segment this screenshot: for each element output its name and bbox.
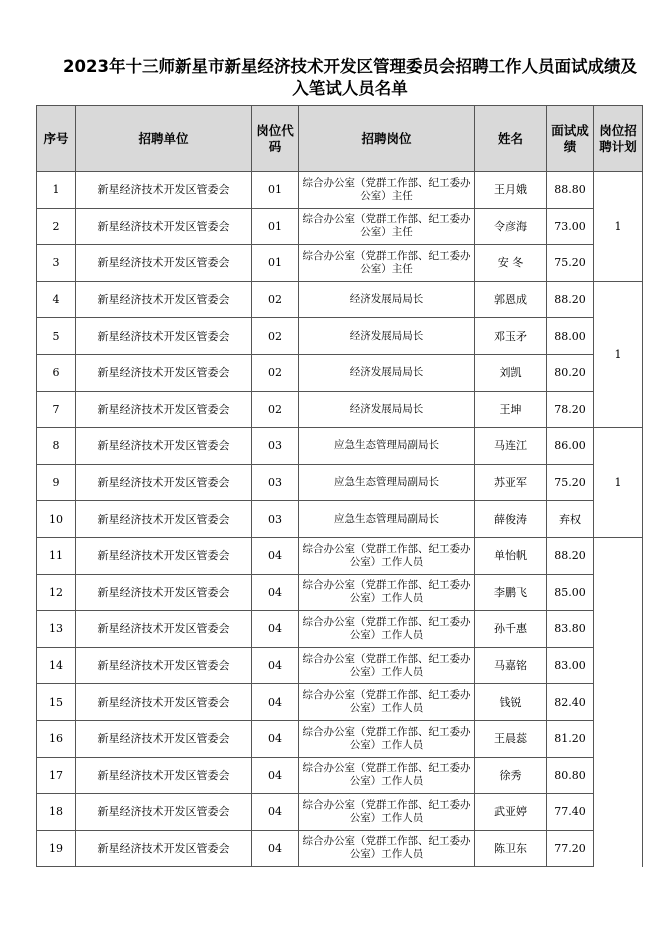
cell-index: 17 bbox=[37, 757, 76, 794]
table-row bbox=[37, 391, 643, 428]
table-row bbox=[37, 428, 643, 465]
table-row bbox=[37, 611, 643, 648]
cell-unit: 新星经济技术开发区管委会 bbox=[76, 757, 252, 794]
table-row bbox=[37, 647, 643, 684]
cell-unit: 新星经济技术开发区管委会 bbox=[76, 720, 252, 757]
cell-name: 刘凯 bbox=[475, 354, 547, 391]
cell-name: 令彦海 bbox=[475, 208, 547, 245]
table-row bbox=[37, 684, 643, 721]
cell-post: 综合办公室（党群工作部、纪工委办公室）工作人员 bbox=[299, 611, 475, 648]
cell-index: 13 bbox=[37, 611, 76, 648]
cell-name: 徐秀 bbox=[475, 757, 547, 794]
cell-index: 19 bbox=[37, 830, 76, 867]
results-table bbox=[36, 105, 643, 867]
cell-index: 3 bbox=[37, 245, 76, 282]
cell-name: 孙千惠 bbox=[475, 611, 547, 648]
table-row bbox=[37, 574, 643, 611]
cell-code: 03 bbox=[252, 428, 299, 465]
cell-score: 80.80 bbox=[547, 757, 594, 794]
header-index: 序号 bbox=[37, 106, 76, 172]
table-row bbox=[37, 208, 643, 245]
cell-name: 安 冬 bbox=[475, 245, 547, 282]
cell-unit: 新星经济技术开发区管委会 bbox=[76, 245, 252, 282]
table-row bbox=[37, 172, 643, 209]
cell-index: 6 bbox=[37, 354, 76, 391]
cell-plan bbox=[594, 537, 643, 866]
cell-plan: 1 bbox=[594, 172, 643, 282]
cell-code: 04 bbox=[252, 611, 299, 648]
cell-name: 郭恩成 bbox=[475, 281, 547, 318]
cell-code: 02 bbox=[252, 354, 299, 391]
cell-unit: 新星经济技术开发区管委会 bbox=[76, 537, 252, 574]
cell-post: 综合办公室（党群工作部、纪工委办公室）工作人员 bbox=[299, 757, 475, 794]
cell-name: 陈卫东 bbox=[475, 830, 547, 867]
cell-post: 综合办公室（党群工作部、纪工委办公室）主任 bbox=[299, 172, 475, 209]
cell-unit: 新星经济技术开发区管委会 bbox=[76, 428, 252, 465]
cell-post: 经济发展局局长 bbox=[299, 318, 475, 355]
header-name: 姓名 bbox=[475, 106, 547, 172]
cell-code: 04 bbox=[252, 830, 299, 867]
cell-unit: 新星经济技术开发区管委会 bbox=[76, 501, 252, 538]
cell-index: 5 bbox=[37, 318, 76, 355]
cell-plan: 1 bbox=[594, 281, 643, 427]
cell-post: 经济发展局局长 bbox=[299, 281, 475, 318]
cell-unit: 新星经济技术开发区管委会 bbox=[76, 208, 252, 245]
cell-name: 武亚婷 bbox=[475, 794, 547, 831]
cell-code: 03 bbox=[252, 501, 299, 538]
cell-index: 2 bbox=[37, 208, 76, 245]
table-row bbox=[37, 501, 643, 538]
cell-index: 8 bbox=[37, 428, 76, 465]
cell-name: 薛俊涛 bbox=[475, 501, 547, 538]
cell-score: 77.20 bbox=[547, 830, 594, 867]
cell-unit: 新星经济技术开发区管委会 bbox=[76, 464, 252, 501]
cell-post: 应急生态管理局副局长 bbox=[299, 501, 475, 538]
document-title bbox=[0, 56, 662, 100]
table-row bbox=[37, 720, 643, 757]
cell-code: 01 bbox=[252, 245, 299, 282]
cell-score: 86.00 bbox=[547, 428, 594, 465]
cell-score: 73.00 bbox=[547, 208, 594, 245]
results-table-container bbox=[36, 105, 662, 867]
cell-post: 应急生态管理局副局长 bbox=[299, 428, 475, 465]
cell-name: 邓玉矛 bbox=[475, 318, 547, 355]
cell-code: 04 bbox=[252, 537, 299, 574]
cell-score: 弃权 bbox=[547, 501, 594, 538]
cell-index: 10 bbox=[37, 501, 76, 538]
cell-code: 04 bbox=[252, 720, 299, 757]
table-row bbox=[37, 245, 643, 282]
cell-post: 综合办公室（党群工作部、纪工委办公室）主任 bbox=[299, 208, 475, 245]
cell-name: 钱锐 bbox=[475, 684, 547, 721]
cell-unit: 新星经济技术开发区管委会 bbox=[76, 830, 252, 867]
cell-index: 15 bbox=[37, 684, 76, 721]
cell-post: 综合办公室（党群工作部、纪工委办公室）工作人员 bbox=[299, 794, 475, 831]
cell-code: 04 bbox=[252, 647, 299, 684]
cell-unit: 新星经济技术开发区管委会 bbox=[76, 281, 252, 318]
cell-post: 应急生态管理局副局长 bbox=[299, 464, 475, 501]
cell-post: 综合办公室（党群工作部、纪工委办公室）工作人员 bbox=[299, 830, 475, 867]
cell-index: 14 bbox=[37, 647, 76, 684]
cell-index: 18 bbox=[37, 794, 76, 831]
cell-score: 77.40 bbox=[547, 794, 594, 831]
header-unit: 招聘单位 bbox=[76, 106, 252, 172]
cell-code: 04 bbox=[252, 684, 299, 721]
cell-name: 王坤 bbox=[475, 391, 547, 428]
cell-code: 02 bbox=[252, 318, 299, 355]
cell-unit: 新星经济技术开发区管委会 bbox=[76, 391, 252, 428]
cell-score: 80.20 bbox=[547, 354, 594, 391]
cell-score: 78.20 bbox=[547, 391, 594, 428]
cell-code: 02 bbox=[252, 281, 299, 318]
cell-post: 经济发展局局长 bbox=[299, 354, 475, 391]
cell-index: 12 bbox=[37, 574, 76, 611]
header-post: 招聘岗位 bbox=[299, 106, 475, 172]
cell-code: 04 bbox=[252, 794, 299, 831]
cell-name: 马嘉铭 bbox=[475, 647, 547, 684]
cell-score: 83.00 bbox=[547, 647, 594, 684]
title-line-1: 2023年十三师新星市新星经济技术开发区管理委员会招聘工作人员面试成绩及 bbox=[63, 57, 637, 76]
cell-unit: 新星经济技术开发区管委会 bbox=[76, 318, 252, 355]
cell-index: 11 bbox=[37, 537, 76, 574]
cell-name: 王晨蕊 bbox=[475, 720, 547, 757]
cell-post: 综合办公室（党群工作部、纪工委办公室）工作人员 bbox=[299, 574, 475, 611]
table-row bbox=[37, 354, 643, 391]
cell-unit: 新星经济技术开发区管委会 bbox=[76, 684, 252, 721]
table-row bbox=[37, 537, 643, 574]
cell-post: 综合办公室（党群工作部、纪工委办公室）工作人员 bbox=[299, 684, 475, 721]
cell-post: 综合办公室（党群工作部、纪工委办公室）工作人员 bbox=[299, 647, 475, 684]
cell-code: 04 bbox=[252, 574, 299, 611]
cell-code: 01 bbox=[252, 208, 299, 245]
cell-code: 04 bbox=[252, 757, 299, 794]
table-row bbox=[37, 318, 643, 355]
table-row bbox=[37, 830, 643, 867]
cell-index: 7 bbox=[37, 391, 76, 428]
cell-unit: 新星经济技术开发区管委会 bbox=[76, 611, 252, 648]
header-plan: 岗位招聘计划 bbox=[594, 106, 643, 172]
cell-unit: 新星经济技术开发区管委会 bbox=[76, 354, 252, 391]
cell-index: 1 bbox=[37, 172, 76, 209]
cell-score: 88.20 bbox=[547, 537, 594, 574]
cell-post: 经济发展局局长 bbox=[299, 391, 475, 428]
cell-score: 75.20 bbox=[547, 245, 594, 282]
table-row bbox=[37, 464, 643, 501]
cell-unit: 新星经济技术开发区管委会 bbox=[76, 574, 252, 611]
cell-post: 综合办公室（党群工作部、纪工委办公室）主任 bbox=[299, 245, 475, 282]
table-row bbox=[37, 281, 643, 318]
cell-plan: 1 bbox=[594, 428, 643, 538]
cell-score: 85.00 bbox=[547, 574, 594, 611]
cell-name: 苏亚军 bbox=[475, 464, 547, 501]
cell-name: 王月娥 bbox=[475, 172, 547, 209]
title-line-2: 入笔试人员名单 bbox=[292, 79, 408, 98]
cell-name: 马连江 bbox=[475, 428, 547, 465]
cell-post: 综合办公室（党群工作部、纪工委办公室）工作人员 bbox=[299, 720, 475, 757]
cell-post: 综合办公室（党群工作部、纪工委办公室）工作人员 bbox=[299, 537, 475, 574]
table-row bbox=[37, 794, 643, 831]
table-row bbox=[37, 757, 643, 794]
cell-index: 4 bbox=[37, 281, 76, 318]
cell-score: 81.20 bbox=[547, 720, 594, 757]
cell-unit: 新星经济技术开发区管委会 bbox=[76, 647, 252, 684]
cell-score: 88.80 bbox=[547, 172, 594, 209]
cell-name: 李鹏飞 bbox=[475, 574, 547, 611]
cell-unit: 新星经济技术开发区管委会 bbox=[76, 794, 252, 831]
cell-index: 16 bbox=[37, 720, 76, 757]
cell-unit: 新星经济技术开发区管委会 bbox=[76, 172, 252, 209]
cell-score: 83.80 bbox=[547, 611, 594, 648]
cell-score: 75.20 bbox=[547, 464, 594, 501]
cell-score: 88.00 bbox=[547, 318, 594, 355]
cell-code: 01 bbox=[252, 172, 299, 209]
cell-index: 9 bbox=[37, 464, 76, 501]
cell-code: 03 bbox=[252, 464, 299, 501]
table-body bbox=[37, 172, 643, 867]
header-code: 岗位代码 bbox=[252, 106, 299, 172]
cell-score: 88.20 bbox=[547, 281, 594, 318]
header-score: 面试成绩 bbox=[547, 106, 594, 172]
cell-score: 82.40 bbox=[547, 684, 594, 721]
cell-code: 02 bbox=[252, 391, 299, 428]
table-header-row bbox=[37, 106, 643, 172]
cell-name: 单怡帆 bbox=[475, 537, 547, 574]
